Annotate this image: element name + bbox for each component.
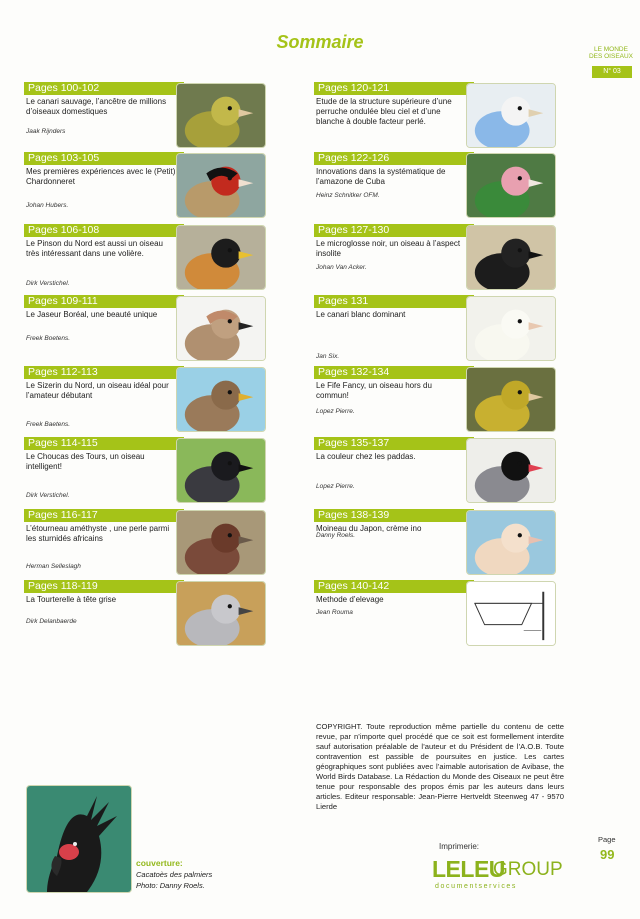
contents-entry — [24, 295, 268, 363]
redpoll-image — [177, 368, 265, 431]
entry-author: Dirk Delanbaerde — [26, 618, 77, 625]
issue-badge: N° 03 — [592, 66, 632, 78]
entry-photo — [466, 367, 556, 432]
copyright-notice: COPYRIGHT. Toute reproduction même partielle du contenu de cette revue, par n’importe quel procédé que ce soit est formellement interdite sauf autorisation préalable de l’auteur et du Président de l’A.O.B. Toute contravention est passible de poursuites en justice. Les cartes géographiques sont publiées avec l’aimable autorisation de Avibase, the World Birds Database. La Rédaction du Monde des Oiseaux ne peut être tenue pour responsable des propos émis par les auteurs dans leurs articles. Editeur responsable: Jean-Pierre Hertveldt Steenweg 47 - 9570 Lierde — [316, 722, 564, 811]
entry-photo — [176, 438, 266, 503]
budgie-image — [467, 84, 555, 147]
entry-author: Jean Rouma — [316, 609, 353, 616]
entry-photo — [176, 153, 266, 218]
contents-entry — [314, 152, 558, 220]
entry-pages: Pages 116-117 — [24, 509, 184, 522]
entry-pages: Pages 109-111 — [24, 295, 184, 308]
contents-entry — [24, 152, 268, 220]
entry-description: Le Pinson du Nord est aussi un oiseau très intéressant dans une volière. — [26, 239, 163, 258]
page-number: 99 — [600, 847, 615, 862]
entry-photo — [466, 510, 556, 575]
entry-description: Moineau du Japon, crème ino — [316, 524, 422, 533]
entry-author: Lopez Pierre. — [316, 408, 355, 415]
entry-pages: Pages 138-139 — [314, 509, 474, 522]
entry-pages: Pages 114-115 — [24, 437, 184, 450]
amazon-image — [467, 154, 555, 217]
entry-author: Danny Roels. — [316, 532, 356, 539]
logo-sub-text: documentservices — [435, 883, 518, 890]
entry-description: Etude de la structure supérieure d’une perruche ondulée bleu ciel et d’une blanche à double facteur perlé. — [316, 97, 452, 126]
white-canary-image — [467, 297, 555, 360]
contents-entry — [24, 366, 268, 434]
entry-author: Dirk Verstichel. — [26, 280, 70, 287]
entry-description: Mes premières expériences avec le (Petit) Chardonneret — [26, 167, 176, 186]
entry-photo — [466, 581, 556, 646]
entry-description: L’étourneau améthyste , une perle parmi les sturnidés africains — [26, 524, 170, 543]
entry-pages: Pages 132-134 — [314, 366, 474, 379]
brambling-image — [177, 226, 265, 289]
entry-author: Freek Boetens. — [26, 335, 71, 342]
entry-photo — [466, 225, 556, 290]
entry-author: Dirk Verstichel. — [26, 492, 70, 499]
starling-image — [177, 511, 265, 574]
contents-entry — [314, 366, 558, 434]
entry-photo — [466, 153, 556, 218]
leleu-group-logo — [432, 856, 563, 892]
contents-entry — [314, 224, 558, 292]
goldfinch-image — [177, 154, 265, 217]
entry-pages: Pages 131 — [314, 295, 474, 308]
entry-description: Le Jaseur Boréal, une beauté unique — [26, 310, 158, 319]
entry-photo — [176, 296, 266, 361]
entry-description: Le canari sauvage, l’ancêtre de millions d’oiseaux domestiques — [26, 97, 167, 116]
printer-label: Imprimerie: — [439, 842, 480, 851]
entry-description: Le Choucas des Tours, un oiseau intelligent! — [26, 452, 145, 471]
entry-pages: Pages 106-108 — [24, 224, 184, 237]
cover-photo — [26, 785, 132, 893]
entry-description: La couleur chez les paddas. — [316, 452, 416, 461]
jackdaw-image — [177, 439, 265, 502]
entry-description: Le microglosse noir, un oiseau à l’aspect insolite — [316, 239, 461, 258]
entry-description: Methode d’elevage — [316, 595, 384, 604]
palm-cockatoo-image — [467, 226, 555, 289]
entry-photo — [176, 581, 266, 646]
munia-image — [467, 511, 555, 574]
magazine-brand: LE MONDE DES OISEAUX — [588, 46, 634, 60]
contents-entry — [314, 509, 558, 577]
entry-pages: Pages 100-102 — [24, 82, 184, 95]
entry-pages: Pages 122-126 — [314, 152, 474, 165]
cover-photo-credit: Photo: Danny Roels. — [136, 881, 205, 890]
entry-author: Johan Van Acker. — [316, 264, 367, 271]
contents-entry — [24, 82, 268, 150]
entry-description: Innovations dans la systématique de l’amazone de Cuba — [316, 167, 446, 186]
logo-group-text: GROUP — [493, 859, 563, 880]
diagram-image — [467, 582, 555, 645]
entry-author: Jaak Rijnders — [26, 128, 66, 135]
entry-pages: Pages 140-142 — [314, 580, 474, 593]
contents-entry — [314, 295, 558, 363]
entry-pages: Pages 127-130 — [314, 224, 474, 237]
logo-main-text: LELEU — [432, 856, 505, 882]
entry-author: Heinz Schnitker OFM. — [316, 192, 380, 199]
cover-subject: Cacatoès des palmiers — [136, 870, 213, 879]
dove-image — [177, 582, 265, 645]
entry-photo — [176, 83, 266, 148]
entry-pages: Pages 103-105 — [24, 152, 184, 165]
entry-description: Le canari blanc dominant — [316, 310, 406, 319]
entry-pages: Pages 135-137 — [314, 437, 474, 450]
java-sparrow-image — [467, 439, 555, 502]
entry-pages: Pages 120-121 — [314, 82, 474, 95]
wild-canary-image — [177, 84, 265, 147]
entry-author: Herman Selleslagh — [26, 563, 81, 570]
contents-entry — [314, 580, 558, 648]
contents-entry — [24, 509, 268, 577]
palm-cockatoo-image — [27, 786, 131, 892]
contents-entry — [24, 580, 268, 648]
contents-entry — [24, 437, 268, 505]
entry-photo — [176, 510, 266, 575]
entry-description: Le Fife Fancy, un oiseau hors du commun! — [316, 381, 432, 400]
entry-photo — [466, 296, 556, 361]
contents-entry — [314, 82, 558, 150]
contents-entry — [24, 224, 268, 292]
entry-author: Lopez Pierre. — [316, 483, 355, 490]
entry-photo — [176, 225, 266, 290]
fife-fancy-image — [467, 368, 555, 431]
page-label: Page — [598, 835, 616, 844]
waxwing-image — [177, 297, 265, 360]
entry-description: Le Sizerin du Nord, un oiseau idéal pour l’amateur débutant — [26, 381, 169, 400]
cover-title: couverture: — [136, 858, 183, 868]
entry-photo — [466, 83, 556, 148]
entry-author: Freek Baetens. — [26, 421, 71, 428]
entry-author: Jan Six. — [316, 353, 340, 360]
entry-photo — [176, 367, 266, 432]
contents-entry — [314, 437, 558, 505]
entry-photo — [466, 438, 556, 503]
entry-pages: Pages 118-119 — [24, 580, 184, 593]
page-title: Sommaire — [276, 32, 364, 52]
entry-pages: Pages 112-113 — [24, 366, 184, 379]
entry-author: Johan Hubers. — [26, 202, 69, 209]
entry-description: La Tourterelle à tête grise — [26, 595, 117, 604]
